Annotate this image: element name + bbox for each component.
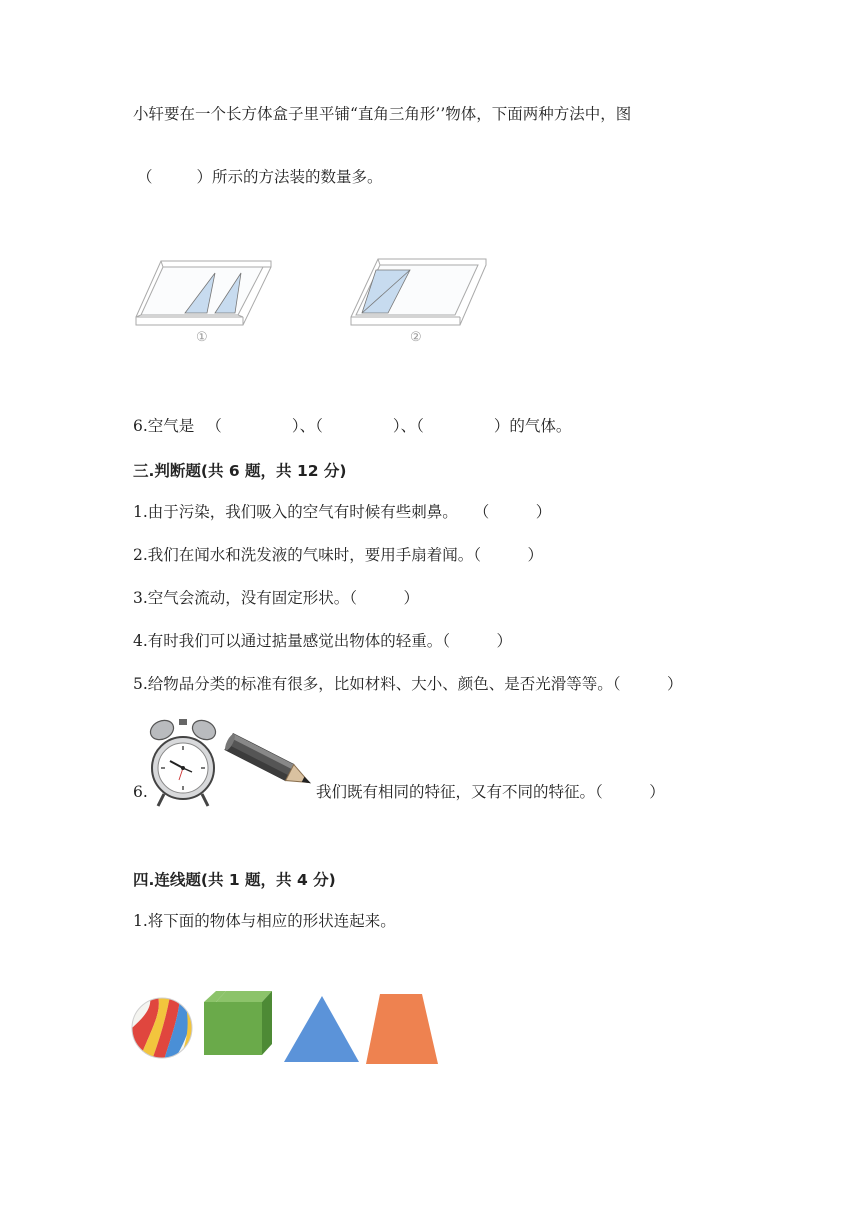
answer-paren[interactable]: （ ） — [473, 503, 552, 521]
answer-paren-open: （ — [137, 168, 153, 186]
question6: 6.空气是 （ ）、（ ）、（ ）的气体。 — [133, 417, 572, 435]
judge-item-1: 1.由于污染，我们吸入的空气有时候有些刺鼻。 （ ） — [133, 503, 552, 521]
shapes-row — [130, 988, 442, 1070]
judge-item-3: 3.空气会流动，没有固定形状。（ ） — [133, 589, 420, 607]
judge-item-6-number: 6. — [133, 783, 148, 801]
answer-paren[interactable]: （ ） — [595, 783, 665, 801]
section-3-title: 三.判断题(共 6 题，共 12 分) — [133, 462, 347, 480]
alarm-clock-icon — [148, 716, 218, 812]
pencil-icon — [222, 730, 320, 796]
question6-prefix: 6.空气是 — [133, 417, 195, 435]
question6-suffix: 的气体。 — [509, 417, 572, 435]
triangle-shape — [284, 996, 359, 1062]
cube-shape — [204, 991, 272, 1055]
trapezoid-shape — [366, 994, 438, 1064]
question5-line2-text: ）所示的方法装的数量多。 — [196, 168, 383, 186]
question5-line1: 小轩要在一个长方体盒子里平铺“直角三角形’’物体，下面两种方法中，图 — [133, 105, 632, 123]
answer-paren[interactable]: （ ） — [473, 546, 544, 564]
judge-item-2: 2.我们在闻水和洗发液的气味时，要用手扇着闻。（ ） — [133, 546, 544, 564]
judge-item-4: 4.有时我们可以通过掂量感觉出物体的轻重。（ ） — [133, 632, 513, 650]
judge-item-5: 5.给物品分类的标准有很多，比如材料、大小、颜色、是否光滑等等。（ ） — [133, 675, 683, 693]
section-4-title: 四.连线题(共 1 题，共 4 分) — [133, 871, 336, 889]
figure-1-label: ① — [196, 330, 208, 345]
figure-2-label: ② — [410, 330, 422, 345]
answer-paren[interactable]: （ ） — [349, 589, 420, 607]
answer-paren[interactable]: （ ） — [442, 632, 513, 650]
question5-line2 — [137, 167, 383, 187]
matching-item-1: 1.将下面的物体与相应的形状连起来。 — [133, 912, 396, 930]
judge-item-6: 我们既有相同的特征，又有不同的特征。（ ） — [316, 783, 665, 801]
beach-ball-icon — [132, 996, 194, 1060]
box-figure-1 — [133, 255, 278, 330]
box-figure-2 — [348, 255, 498, 347]
answer-paren[interactable]: （ ） — [612, 675, 683, 693]
